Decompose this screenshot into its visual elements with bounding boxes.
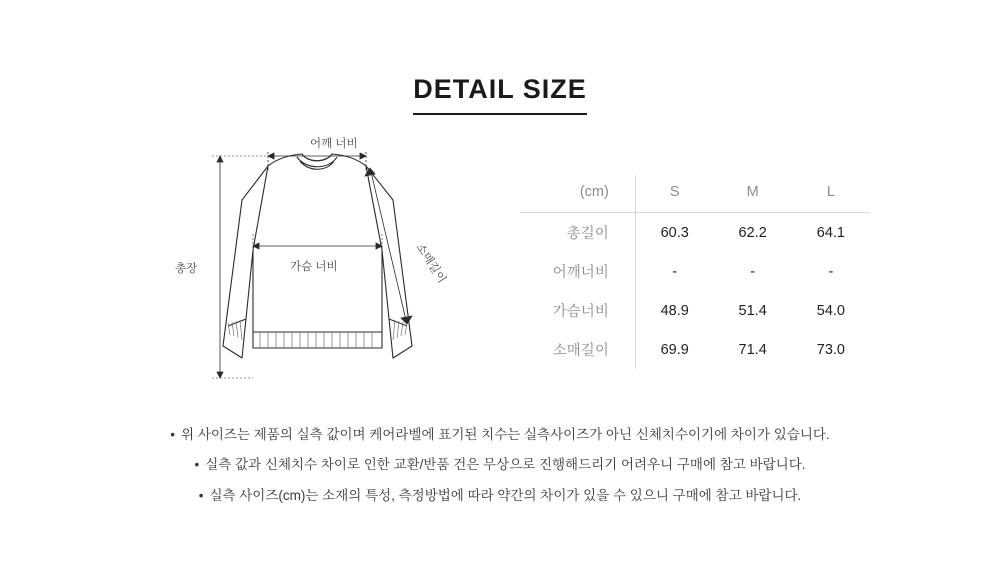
table-header-row: [520, 175, 870, 213]
cell-total-length-m: 62.2: [738, 224, 767, 241]
label-chest-width: 가슴 너비: [290, 261, 338, 273]
note-text-1: 위 사이즈는 제품의 실측 값이며 케어라벨에 표기된 치수는 실측사이즈가 아닌 신체치수이기에 차이가 있습니다.: [181, 427, 830, 442]
bullet-icon: •: [170, 427, 176, 442]
bullet-icon: •: [198, 487, 204, 503]
cell-chest-width-m: 51.4: [738, 302, 767, 319]
label-sleeve-length: 소매길이: [413, 241, 448, 286]
note-text-2: 실측 값과 신체치수 차이로 인한 교환/반품 건은 무상으로 진행해드리기 어려우니 구매에 참고 바랍니다.: [205, 457, 806, 473]
column-header-s: S: [669, 184, 680, 200]
page-title-text: DETAIL SIZE: [413, 74, 587, 115]
table-row: [520, 330, 870, 369]
row-label-shoulder-width: 어깨너비: [520, 252, 635, 291]
cell-chest-width-s: 48.9: [660, 302, 689, 319]
cell-sleeve-length-l: 73.0: [816, 341, 845, 358]
label-total-length: 총장: [175, 263, 198, 275]
column-header-m: M: [746, 184, 759, 200]
note-item: [0, 481, 1000, 511]
page-title: [0, 74, 1000, 115]
cell-sleeve-length-s: 69.9: [660, 341, 689, 358]
cell-sleeve-length-m: 71.4: [738, 341, 767, 358]
column-header-l: L: [826, 184, 835, 200]
size-table: [520, 175, 870, 369]
cell-total-length-l: 64.1: [816, 224, 845, 241]
size-table-wrapper: [520, 175, 870, 369]
label-shoulder-width: 어깨 너비: [310, 138, 358, 150]
cell-total-length-s: 60.3: [660, 224, 689, 241]
cell-shoulder-width-l: -: [828, 263, 834, 280]
note-item: [0, 450, 1000, 480]
cell-shoulder-width-s: -: [672, 263, 678, 280]
bullet-icon: •: [194, 457, 200, 473]
garment-illustration: [150, 130, 490, 400]
cell-chest-width-l: 54.0: [816, 302, 845, 319]
unit-header: (cm): [520, 175, 635, 213]
row-label-total-length: 총길이: [520, 213, 635, 253]
table-row: [520, 252, 870, 291]
cell-shoulder-width-m: -: [750, 263, 756, 280]
table-row: [520, 291, 870, 330]
note-text-3: 실측 사이즈(cm)는 소재의 특성, 측정방법에 따라 약간의 차이가 있을 수 있으니 구매에 참고 바랍니다.: [209, 487, 802, 503]
table-row: [520, 213, 870, 253]
row-label-chest-width: 가슴너비: [520, 291, 635, 330]
note-item: [0, 420, 1000, 450]
notes-section: [0, 420, 1000, 511]
row-label-sleeve-length: 소매길이: [520, 330, 635, 369]
